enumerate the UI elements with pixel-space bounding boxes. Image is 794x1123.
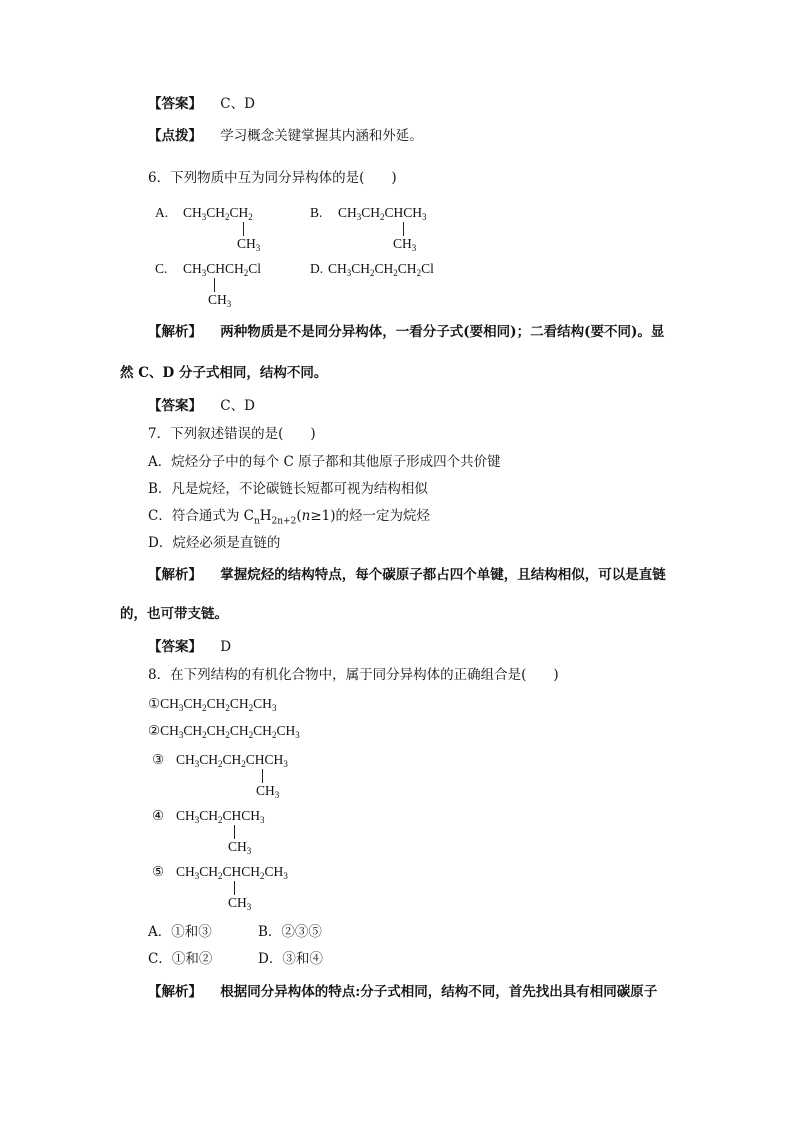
q8-item-1: $①CH_3CH_2CH_2CH_2CH_3$ xyxy=(148,696,277,713)
bond-line xyxy=(403,222,404,236)
answer-text: C、D xyxy=(220,96,255,112)
answer-text: C、D xyxy=(220,398,255,414)
explanation-label: 【解析】 xyxy=(148,567,202,583)
bond-line xyxy=(234,881,235,895)
q8-item-2: $②CH_3CH_2CH_2CH_2CH_2CH_3$ xyxy=(148,723,300,740)
question-8-stem: 8．在下列结构的有机化合物中，属于同分异构体的正确组合是( ) xyxy=(148,667,559,683)
option-letter: B. xyxy=(310,205,323,220)
answer-label: 【答案】 xyxy=(148,639,202,655)
formula-branch: $CH_3$ xyxy=(256,783,280,800)
answer-label: 【答案】 xyxy=(148,96,202,112)
tip-label: 【点拨】 xyxy=(148,128,202,144)
explanation-block xyxy=(148,569,666,583)
answer-block xyxy=(148,641,231,655)
formula-branch: $CH_3$ xyxy=(228,895,252,912)
q8-option-a: A．①和③ xyxy=(148,924,212,940)
q7-option-c: C．符合通式为 $C_nH_{2n+2}(n\ge 1)$的烃一定为烷烃 xyxy=(148,508,430,527)
formula-branch: $CH_3$ xyxy=(393,236,417,253)
explanation-block xyxy=(148,326,664,340)
q7-option-a: A．烷烃分子中的每个 C 原子都和其他原子形成四个共价键 xyxy=(148,454,501,470)
item-number: ⑤ xyxy=(152,864,165,879)
explanation-text: 掌握烷烃的结构特点，每个碳原子都占四个单键，且结构相似，可以是直链 xyxy=(220,567,666,583)
q7-option-d: D．烷烃必须是直链的 xyxy=(148,535,281,551)
formula-main-chain: $CH_3CHCH_2Cl$ xyxy=(183,261,262,278)
q8-option-c: C．①和② xyxy=(148,951,213,967)
item-number: ③ xyxy=(152,752,165,767)
bond-line xyxy=(234,825,235,839)
explanation-text-continued: 然 C、D 分子式相同，结构不同。 xyxy=(120,365,328,381)
answer-label: 【答案】 xyxy=(148,398,202,414)
bond-line xyxy=(262,769,263,783)
formula-main-chain: $CH_3CH_2CH_2$ xyxy=(183,205,253,222)
question-7-stem: 7．下列叙述错误的是( ) xyxy=(148,426,316,442)
formula-branch: $CH_3$ xyxy=(208,292,232,309)
bond-line xyxy=(243,222,244,236)
answer-text: D xyxy=(220,639,232,655)
explanation-label: 【解析】 xyxy=(148,984,202,1000)
formula-branch: $CH_3$ xyxy=(228,839,252,856)
formula-main-chain: $CH_3CH_2CH_2CHCH_3$ xyxy=(176,752,288,769)
tip-block xyxy=(148,130,423,144)
explanation-text: 根据同分异构体的特点:分子式相同，结构不同，首先找出具有相同碳原子 xyxy=(220,984,658,1000)
formula-main-chain: $CH_3CH_2CHCH_3$ xyxy=(176,808,265,825)
option-letter: C. xyxy=(155,261,168,276)
q8-option-b: B．②③⑤ xyxy=(258,924,322,940)
formula-main-chain: $CH_3CH_2CHCH_2CH_3$ xyxy=(176,864,288,881)
explanation-block xyxy=(148,986,657,1000)
item-number: ④ xyxy=(152,808,165,823)
tip-text: 学习概念关键掌握其内涵和外延。 xyxy=(220,128,423,144)
question-6-stem: 6．下列物质中互为同分异构体的是( ) xyxy=(148,170,397,186)
option-letter: A. xyxy=(155,205,169,220)
formula-branch: $CH_3$ xyxy=(237,236,261,253)
explanation-text-continued: 的，也可带支链。 xyxy=(120,606,228,622)
explanation-text: 两种物质是不是同分异构体，一看分子式(要相同)；二看结构(要不同)。显 xyxy=(220,324,665,340)
formula-main-chain: $CH_3CH_2CHCH_3$ xyxy=(338,205,427,222)
q7-option-b: B．凡是烷烃，不论碳链长短都可视为结构相似 xyxy=(148,481,428,497)
bond-line xyxy=(214,278,215,292)
formula-main-chain: $CH_3CH_2CH_2CH_2Cl$ xyxy=(328,261,434,278)
answer-block xyxy=(148,400,255,414)
answer-block xyxy=(148,98,255,112)
q8-option-d: D．③和④ xyxy=(258,951,323,967)
explanation-label: 【解析】 xyxy=(148,324,202,340)
option-letter: D. xyxy=(310,261,324,276)
